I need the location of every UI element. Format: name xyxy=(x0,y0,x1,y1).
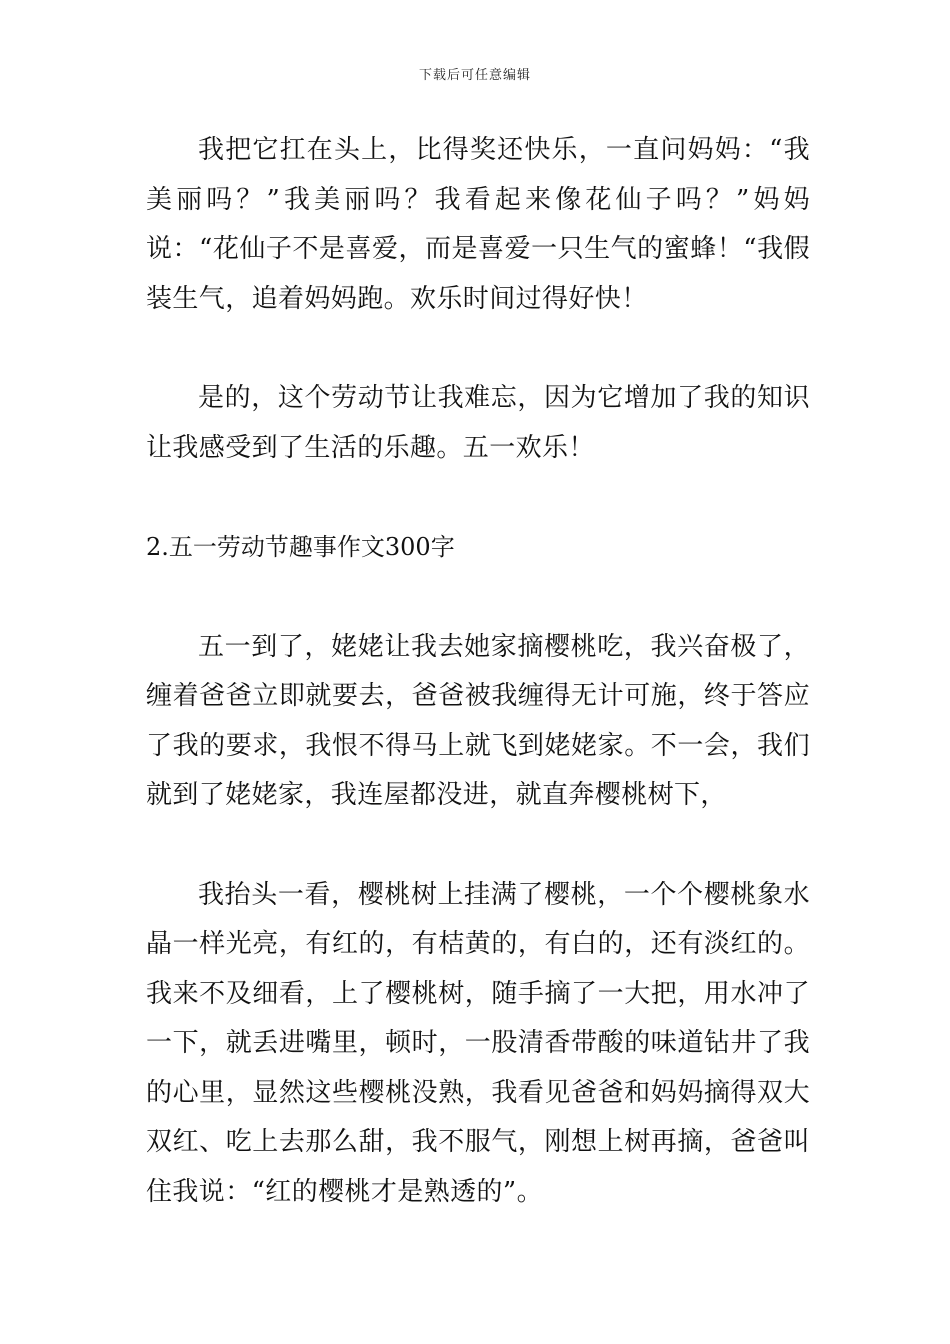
page-header: 下载后可任意编辑 xyxy=(418,68,531,83)
paragraph-4: 我抬头一看，樱桃树上挂满了樱桃，一个个樱桃象水晶一样光亮，有红的，有桔黄的，有白的，还有淡红的。我来不及细看，上了樱桃树，随手摘了一大把，用水冲了一下，就丢进嘴里，顿时，一股清香带酸的味道钻井了我的心里，显然这些樱桃没熟，我看见爸爸和妈妈摘得双大双红、吃上去那么甜，我不服气，刚想上树再摘，爸爸叫住我说：“红的樱桃才是熟透的”。 xyxy=(146,879,810,1207)
section-heading: 2.五一劳动节趣事作文300字 xyxy=(146,533,455,561)
document-body xyxy=(146,126,810,1217)
paragraph-gap xyxy=(146,573,810,623)
paragraph-gap xyxy=(146,324,810,374)
paragraph-3: 五一到了，姥姥让我去她家摘樱桃吃，我兴奋极了，缠着爸爸立即就要去，爸爸被我缠得无计可施，终于答应了我的要求，我恨不得马上就飞到姥姥家。不一会，我们就到了姥姥家，我连屋都没进，就直奔樱桃树下， xyxy=(146,631,810,810)
paragraph-2: 是的，这个劳动节让我难忘，因为它增加了我的知识让我感受到了生活的乐趣。五一欢乐！ xyxy=(146,383,810,463)
paragraph-1: 我把它扛在头上，比得奖还快乐，一直问妈妈：“我美丽吗？”我美丽吗？我看起来像花仙子吗？”妈妈说：“花仙子不是喜爱，而是喜爱一只生气的蜜蜂！“我假装生气，追着妈妈跑。欢乐时间过得好快！ xyxy=(146,135,810,314)
paragraph-gap xyxy=(146,821,810,871)
paragraph-gap xyxy=(146,473,810,523)
